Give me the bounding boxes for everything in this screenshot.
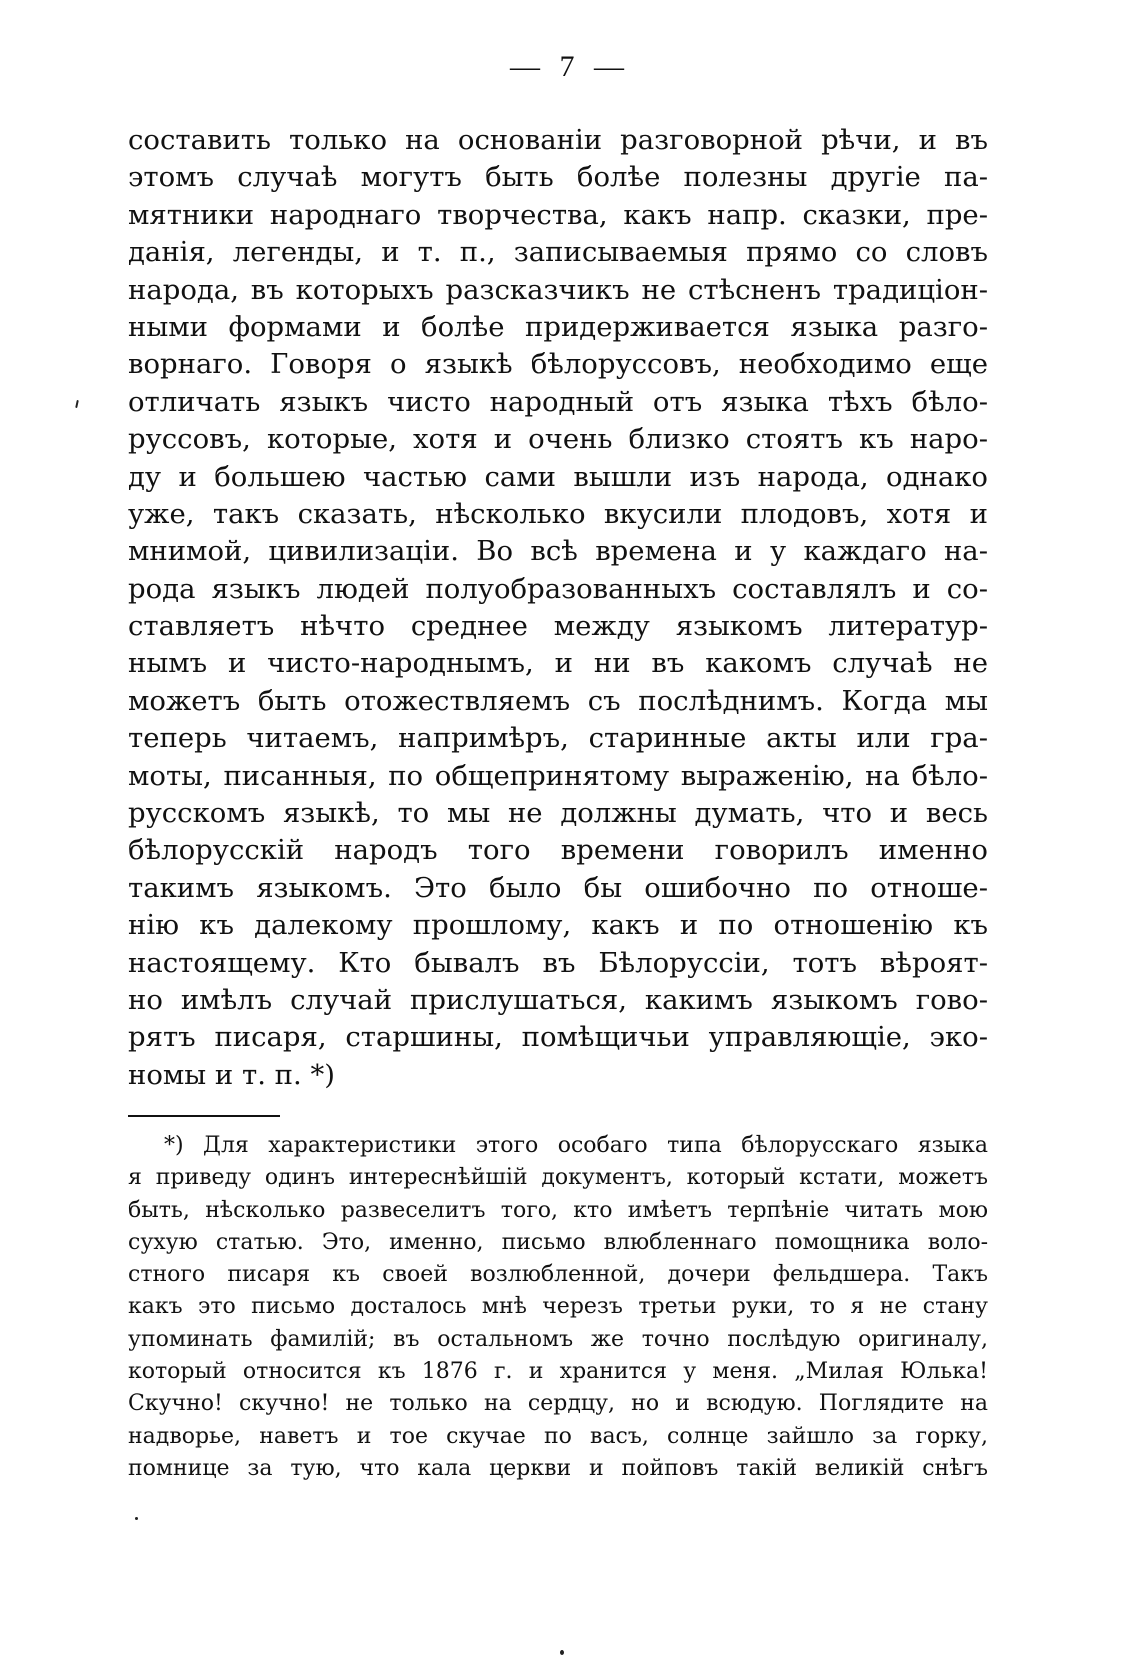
text-line: русскомъ языкѣ, то мы не должны думать, что и весь	[128, 797, 988, 830]
footnote-line: *) Для характеристики этого особаго типа бѣлорусскаго языка	[164, 1133, 988, 1158]
text-line: мнимой, цивилизацiи. Во всѣ времена и у каждаго на-	[128, 535, 988, 568]
footnote-line: надворье, наветъ и тое скучае по васъ, солнце зайшло за горку,	[128, 1423, 988, 1449]
text-line: ставляетъ нѣчто среднее между языкомъ литератур-	[128, 610, 988, 643]
footnote-divider	[128, 1115, 280, 1117]
footnote-line: который относится къ 1876 г. и хранится у меня. „Милая Юлька!	[128, 1359, 988, 1385]
footnote-line: быть, нѣсколько развеселитъ того, кто имѣетъ терпѣнiе читать мою	[128, 1197, 988, 1223]
text-line: нымъ и чисто-народнымъ, и ни въ какомъ случаѣ не	[128, 647, 988, 680]
text-line: ными формами и болѣе придерживается языка разго-	[128, 310, 988, 343]
text-line: нiю къ далекому прошлому, какъ и по отношенiю къ	[128, 909, 988, 942]
text-line: теперь читаемъ, напримѣръ, старинные акты или гра-	[128, 722, 988, 755]
main-text	[128, 122, 988, 1094]
text-line: номы и т. п. *)	[128, 1058, 335, 1091]
text-line: мятники народнаго творчества, какъ напр. сказки, пре-	[128, 198, 988, 231]
text-line: уже, такъ сказать, нѣсколько вкусили плодовъ, хотя и	[128, 497, 988, 530]
text-line: но имѣлъ случай прислушаться, какимъ языкомъ гово-	[128, 983, 988, 1016]
footnote	[128, 1130, 988, 1485]
text-line: ду и большею частью сами вышли изъ народа, однако	[128, 460, 988, 493]
text-line: руссовъ, которые, хотя и очень близко стоятъ къ наро-	[128, 423, 988, 456]
text-line: бѣлорусскiй народъ того времени говорилъ именно	[128, 834, 988, 867]
footnote-line: какъ это письмо досталось мнѣ черезъ третьи руки, то я не стану	[128, 1294, 988, 1320]
text-line: рятъ писаря, старшины, помѣщичьи управляющiе, эко-	[128, 1021, 988, 1054]
ink-speck	[75, 400, 79, 408]
text-line: этомъ случаѣ могутъ быть болѣе полезны другiе па-	[128, 161, 988, 194]
page-number: — 7 —	[510, 50, 630, 83]
text-line: народа, въ которыхъ разсказчикъ не стѣсненъ традицiон-	[128, 273, 988, 306]
text-line: данiя, легенды, и т. п., записываемыя прямо со словъ	[128, 236, 988, 269]
footnote-line: Скучно! скучно! не только на сердцу, но и всюдую. Поглядите на	[128, 1391, 988, 1417]
footnote-line: я приведу одинъ интереснѣйшiй документъ, который кстати, можетъ	[128, 1165, 988, 1191]
ink-speck	[560, 1650, 564, 1655]
text-line: составить только на основанiи разговорной рѣчи, и въ	[128, 124, 988, 156]
text-line: моты, писанныя, по общепринятому выраженiю, на бѣло-	[128, 759, 988, 792]
text-line: ворнаго. Говоря о языкѣ бѣлоруссовъ, необходимо еще	[128, 348, 988, 381]
text-line: отличать языкъ чисто народный отъ языка тѣхъ бѣло-	[128, 385, 988, 418]
footnote-line: сухую статью. Это, именно, письмо влюбленнаго помощника воло-	[128, 1229, 988, 1255]
footnote-line: упоминать фамилiй; въ остальномъ же точно послѣдую оригиналу,	[128, 1326, 988, 1352]
text-line: настоящему. Кто бывалъ въ Бѣлоруссiи, тотъ вѣроят-	[128, 946, 988, 979]
footnote-line: помнице за тую, что кала церкви и пойповъ такiй великiй снѣгъ	[128, 1455, 988, 1481]
footnote-line: стного писаря къ своей возлюбленной, дочери фельдшера. Такъ	[128, 1262, 988, 1288]
text-line: можетъ быть отожествляемъ съ послѣднимъ. Когда мы	[128, 684, 988, 717]
text-line: такимъ языкомъ. Это было бы ошибочно по отноше-	[128, 871, 988, 904]
text-line: рода языкъ людей полуобразованныхъ составлялъ и со-	[128, 572, 988, 605]
ink-speck	[135, 1517, 138, 1520]
